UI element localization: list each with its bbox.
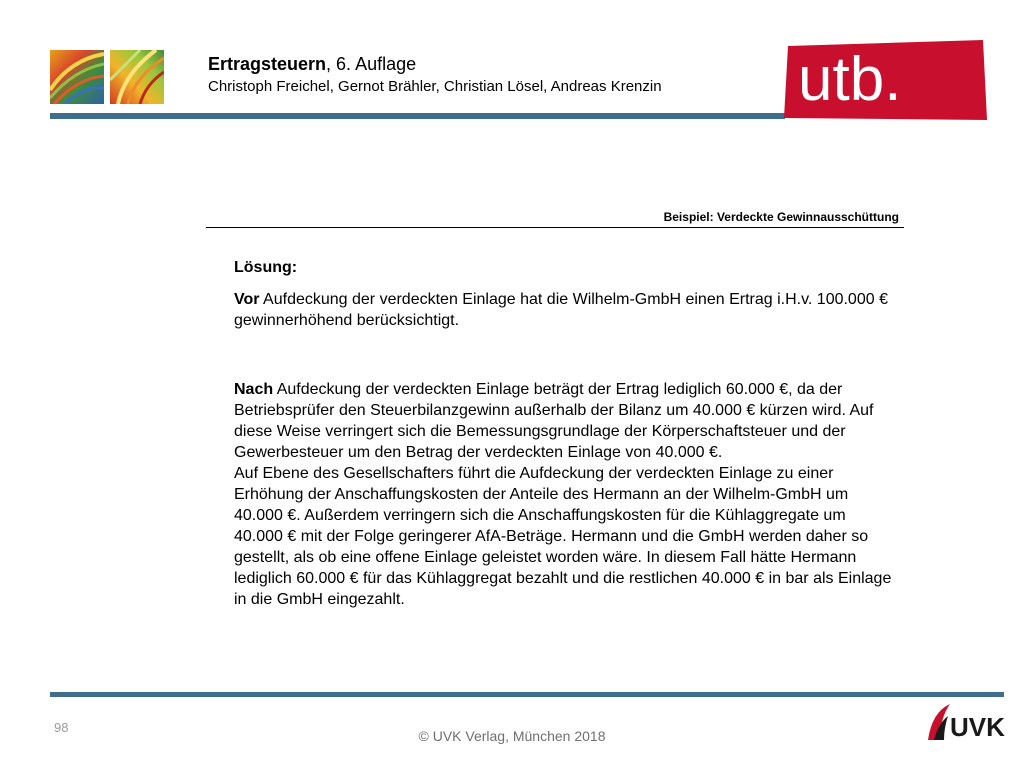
paragraph-after-lead: Nach [234,381,274,398]
book-title-bold: Ertragsteuern [208,54,327,74]
paragraph-after-text: Aufdeckung der verdeckten Einlage beträgt der Ertrag lediglich 60.000 €, da der Betriebsprüfer den Steuerbilanzgewinn außerhalb der Bilanz um 40.000 € kürzen wird. Auf diese Weise verringert sich die Bemessungsgrundlage der Körperschaftsteuer und der Gewerbesteuer um den Betrag der verdeckten Einlage von 40.000 €. [234,381,874,461]
solution-heading: Lösung: [234,259,298,276]
copyright-notice: © UVK Verlag, München 2018 [418,728,606,744]
uvk-logo-text: UVK [950,712,1005,742]
page-number: 98 [54,720,69,735]
uvk-logo [926,702,1006,742]
section-label: Beispiel: Verdeckte Gewinnausschüttung [663,210,899,224]
book-title [208,54,416,74]
paragraph-before-lead: Vor [234,291,260,308]
cover-thumbnail-1 [50,50,104,104]
header-divider-bar [50,113,785,119]
paragraph-before [234,289,894,331]
paragraph-after [234,379,894,610]
footer-divider-bar [50,692,1004,697]
cover-thumbnail-2 [110,50,164,104]
book-title-edition: , 6. Auflage [326,54,417,74]
paragraph-before-text: Aufdeckung der verdeckten Einlage hat die Wilhelm-GmbH einen Ertrag i.H.v. 100.000 € gewinnerhöhend berücksichtigt. [234,291,888,329]
paragraph-shareholder-text: Auf Ebene des Gesellschafters führt die Aufdeckung der verdeckten Einlage zu einer Erhöhung der Anschaffungskosten der Anteile des Hermann an der Wilhelm-GmbH um 40.000 €. Außerdem verringern sich die Anschaffungskosten für die Kühlaggregate um 40.000 € mit der Folge geringerer AfA-Beträge. Hermann und die GmbH werden daher so gestellt, als ob eine offene Einlage geleistet worden wäre. In diesem Fall hätte Hermann lediglich 60.000 € für das Kühlaggregat bezahlt und die restlichen 40.000 € in bar als Einlage in die GmbH eingezahlt. [234,465,892,608]
book-authors: Christoph Freichel, Gernot Brähler, Christian Lösel, Andreas Krenzin [208,78,662,95]
section-rule [206,227,904,228]
utb-logo [784,40,987,120]
utb-logo-text: utb. [798,45,902,114]
